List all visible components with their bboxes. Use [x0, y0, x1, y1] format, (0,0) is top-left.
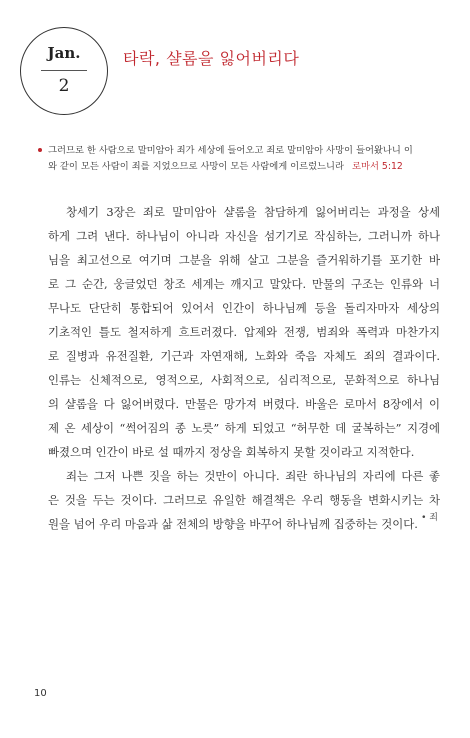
body-line: 로 그 순간, 웅글었던 창조 세계는 깨지고 말았다. 만물의 구조는 인류와 너	[48, 277, 440, 291]
topic-tag: • 죄	[421, 513, 438, 523]
body-line: 무나도 단단히 통합되어 있어서 인간이 하나님께 등을 돌리자마자 세상의	[48, 301, 440, 315]
body-line: 의 샬롬을 다 잃어버렸다. 만물은 망가져 버렸다. 바울은 로마서 8장에서 이	[48, 397, 440, 411]
date-badge	[20, 27, 108, 115]
verse-line: 그러므로 한 사람으로 말미암아 죄가 세상에 들어오고 죄로 말미암아 사망이 들어왔나니 이	[48, 145, 413, 156]
date-day: 2	[58, 76, 70, 96]
body-line: 제 온 세상이 “썩어짐의 종 노릇” 하게 되었고 “허무한 데 굴복하는” 지경에	[48, 421, 440, 435]
body-line: 님을 최고선으로 여기며 그분을 위해 살고 그분을 즐거워하기를 포기한 바	[48, 253, 440, 267]
body-line: 원을 넘어 우리 마음과 삶 전체의 방향을 바꾸어 하나님께 집중하는 것이다.	[48, 517, 418, 531]
body-line: 창세기 3장은 죄로 말미암아 샬롬을 참담하게 잃어버리는 과정을 상세	[66, 205, 440, 219]
body-line: 로 질병과 유전질환, 기근과 자연재해, 노화와 죽음 자체도 죄의 결과이다.	[48, 349, 440, 363]
devotional-body	[48, 200, 440, 536]
body-line: 기초적인 틀도 철저하게 흐트러졌다. 압제와 전쟁, 범죄와 폭력과 마찬가지	[48, 325, 440, 339]
date-month: Jan.	[47, 44, 81, 62]
verse-line	[48, 159, 440, 175]
devotional-title: 타락, 샬롬을 잃어버리다	[123, 49, 300, 68]
verse-bullet-icon	[38, 148, 42, 152]
scripture-verse	[48, 143, 440, 175]
verse-text: 와 같이 모든 사람이 죄를 지었으므로 사망이 모든 사람에게 이르렀느니라	[48, 161, 345, 172]
body-line: 죄는 그저 나쁜 짓을 하는 것만이 아니다. 죄란 하나님의 자리에 다른 좋	[66, 469, 440, 483]
body-line: 빠졌으며 인간이 바로 설 때까지 정상을 회복하지 못할 것이라고 지적한다.	[48, 445, 415, 459]
verse-reference: 로마서 5:12	[352, 161, 403, 172]
page-number: 10	[34, 688, 47, 699]
body-line: 하게 그려 낸다. 하나님이 아니라 자신을 섬기기로 작심하는, 그러니까 하나	[48, 229, 440, 243]
body-line: 은 것을 두는 것이다. 그러므로 유일한 해결책은 우리 행동을 변화시키는 차	[48, 493, 440, 507]
body-line: 인류는 신체적으로, 영적으로, 사회적으로, 심리적으로, 문화적으로 하나님	[48, 373, 440, 387]
date-divider	[41, 70, 87, 71]
